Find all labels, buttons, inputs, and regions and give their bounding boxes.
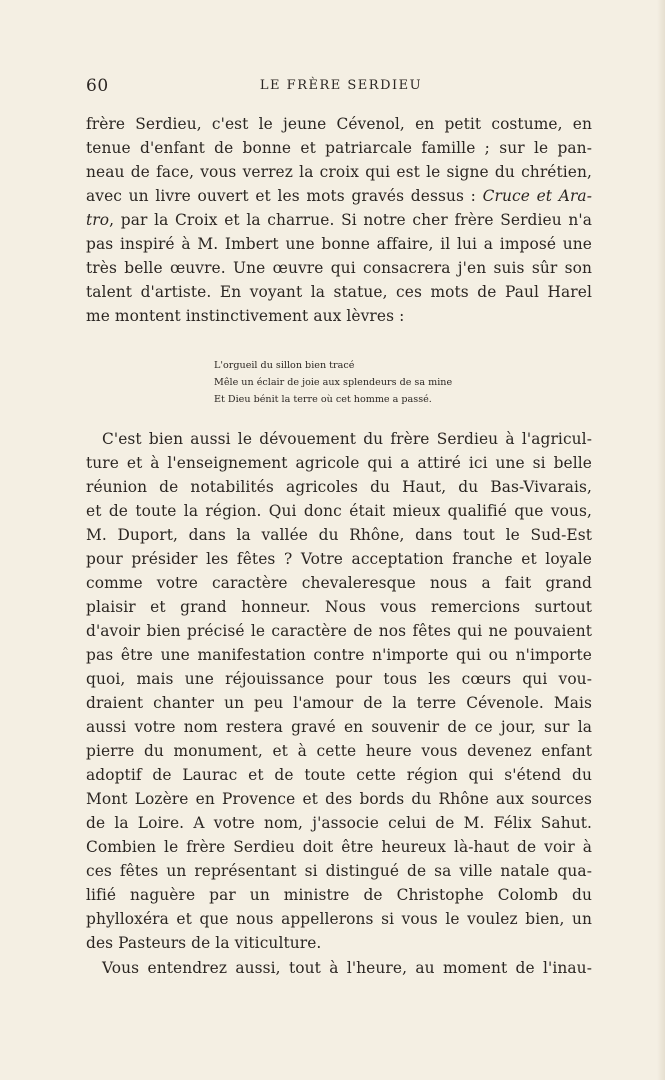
text-line: tenue d'enfant de bonne et patriarcale famille ; sur le pan- <box>86 139 592 157</box>
italic-phrase: Cruce et Ara- <box>482 187 592 205</box>
text-line: d'avoir bien précisé le caractère de nos fêtes qui ne pouvaient <box>86 622 592 640</box>
text-line: quoi, mais une réjouissance pour tous les cœurs qui vou- <box>86 670 592 688</box>
text-segment: , par la Croix et la charrue. Si notre cher frère Serdieu n'a <box>109 211 592 229</box>
text-line: neau de face, vous verrez la croix qui est le signe du chrétien, <box>86 163 592 181</box>
paragraph-1 <box>86 112 592 328</box>
text-line: Mont Lozère en Provence et des bords du Rhône aux sources <box>86 790 592 808</box>
text-line: comme votre caractère chevaleresque nous a fait grand <box>86 574 592 592</box>
text-line: adoptif de Laurac et de toute cette région qui s'étend du <box>86 766 592 784</box>
text-line: pas être une manifestation contre n'importe qui ou n'importe <box>86 646 592 664</box>
verse-quotation <box>214 357 534 408</box>
text-line: draient chanter un peu l'amour de la terre Cévenole. Mais <box>86 694 592 712</box>
paragraph-3 <box>86 956 592 980</box>
text-segment: avec un livre ouvert et les mots gravés dessus : <box>86 187 476 205</box>
text-line <box>86 208 592 232</box>
page-edge-shadow <box>657 0 665 1080</box>
text-line: talent d'artiste. En voyant la statue, ces mots de Paul Harel <box>86 283 592 301</box>
text-line: Vous entendrez aussi, tout à l'heure, au moment de l'inau- <box>102 959 592 977</box>
text-line: et de toute la région. Qui donc était mieux qualifié que vous, <box>86 502 592 520</box>
text-line: pas inspiré à M. Imbert une bonne affaire, il lui a imposé une <box>86 235 592 253</box>
verse-line: Mêle un éclair de joie aux splendeurs de sa mine <box>214 377 453 388</box>
text-line: Combien le frère Serdieu doit être heureux là-haut de voir à <box>86 838 592 856</box>
verse-line: Et Dieu bénit la terre où cet homme a passé. <box>214 394 432 405</box>
verse-line: L'orgueil du sillon bien tracé <box>214 360 355 371</box>
text-line: lifié naguère par un ministre de Christophe Colomb du <box>86 886 592 904</box>
running-head <box>86 76 596 100</box>
text-line: me montent instinctivement aux lèvres : <box>86 307 405 325</box>
text-line <box>86 184 592 208</box>
running-title: LE FRÈRE SERDIEU <box>259 78 423 93</box>
text-line: pierre du monument, et à cette heure vous devenez enfant <box>86 742 592 760</box>
text-line: C'est bien aussi le dévouement du frère Serdieu à l'agricul- <box>102 430 592 448</box>
text-line: aussi votre nom restera gravé en souvenir de ce jour, sur la <box>86 718 592 736</box>
paragraph-2 <box>86 427 592 955</box>
page-number: 60 <box>86 76 109 96</box>
text-line: très belle œuvre. Une œuvre qui consacrera j'en suis sûr son <box>86 259 592 277</box>
text-line: de la Loire. A votre nom, j'associe celui de M. Félix Sahut. <box>86 814 592 832</box>
text-line: M. Duport, dans la vallée du Rhône, dans tout le Sud-Est <box>86 526 592 544</box>
text-line: frère Serdieu, c'est le jeune Cévenol, en petit costume, en <box>86 115 592 133</box>
text-line: pour présider les fêtes ? Votre acceptation franche et loyale <box>86 550 592 568</box>
italic-phrase-end: tro <box>86 211 110 229</box>
text-line: ces fêtes un représentant si distingué de sa ville natale qua- <box>86 862 592 880</box>
text-line: plaisir et grand honneur. Nous vous remercions surtout <box>86 598 592 616</box>
text-line: des Pasteurs de la viticulture. <box>86 934 322 952</box>
text-line: phylloxéra et que nous appellerons si vous le voulez bien, un <box>86 910 592 928</box>
text-line: ture et à l'enseignement agricole qui a attiré ici une si belle <box>86 454 592 472</box>
text-line: réunion de notabilités agricoles du Haut, du Bas-Vivarais, <box>86 478 592 496</box>
